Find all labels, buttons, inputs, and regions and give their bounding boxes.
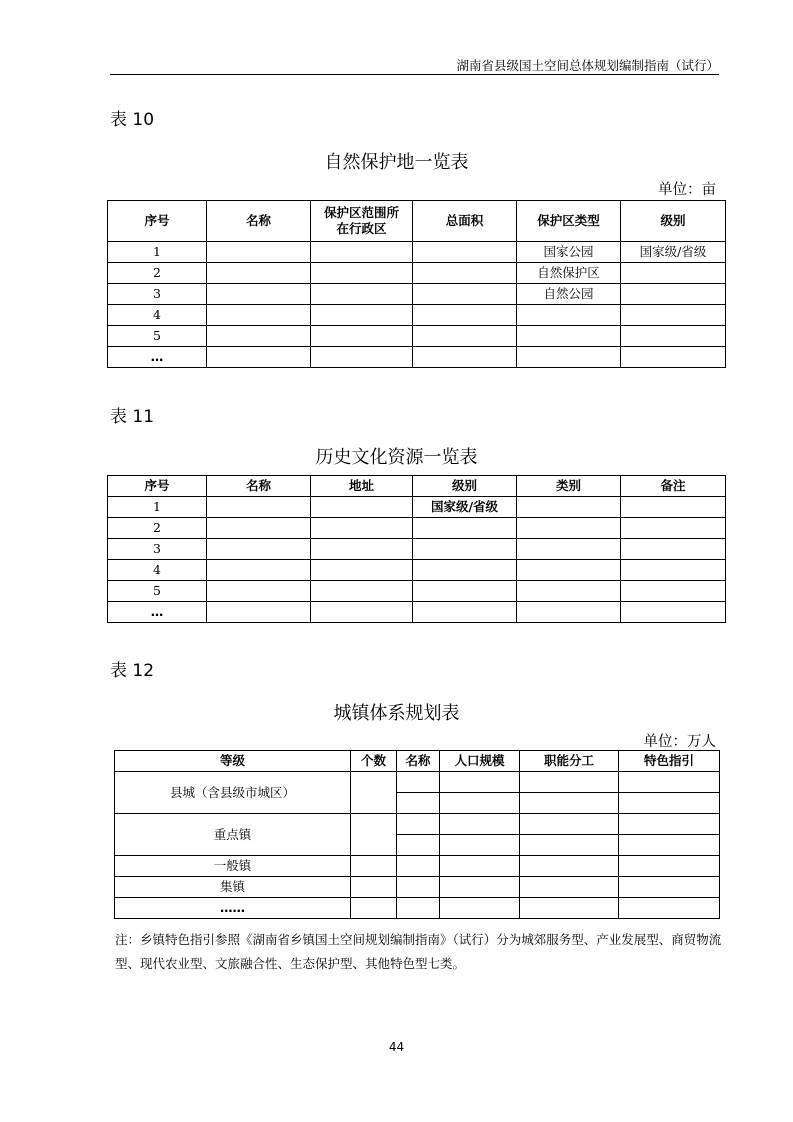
table-cell	[517, 347, 621, 368]
table-cell	[621, 497, 726, 518]
table12-cell	[619, 856, 720, 877]
table12-cell	[619, 835, 720, 856]
table-cell	[413, 347, 517, 368]
table-cell	[413, 602, 517, 623]
table12-level-ellipsis: ……	[115, 898, 351, 919]
table-row	[108, 242, 726, 263]
table-cell	[517, 560, 621, 581]
table12-unit: 单位：万人	[643, 734, 716, 750]
table-cell: 自然公园	[517, 284, 621, 305]
table10-col-2-line2: 在行政区	[336, 221, 387, 236]
table11-label: 表 11	[110, 407, 155, 427]
table11-col-2: 地址	[311, 476, 413, 497]
table12-cell	[397, 772, 440, 793]
table11-col-0: 序号	[108, 476, 207, 497]
table-cell	[207, 347, 311, 368]
table12-col-1: 个数	[351, 751, 397, 772]
table10-col-4: 保护区类型	[517, 201, 621, 242]
table10-unit: 单位：亩	[658, 182, 716, 198]
table-cell: 5	[108, 581, 207, 602]
table12-label: 表 12	[110, 661, 155, 681]
table12-cell	[351, 856, 397, 877]
table-cell	[621, 581, 726, 602]
table12-cell	[397, 835, 440, 856]
table12-cell	[351, 898, 397, 919]
table-row	[108, 326, 726, 347]
table-cell: 1	[108, 497, 207, 518]
table12-cell	[520, 835, 619, 856]
table12-cell	[440, 898, 520, 919]
table-cell	[517, 497, 621, 518]
table-cell: 2	[108, 518, 207, 539]
table10-col-3: 总面积	[413, 201, 517, 242]
table-row	[108, 305, 726, 326]
table11-col-4: 类别	[517, 476, 621, 497]
table12-level-key-town: 重点镇	[115, 814, 351, 856]
table12-row	[115, 856, 720, 877]
table12-cell	[440, 835, 520, 856]
table12-col-0: 等级	[115, 751, 351, 772]
table-cell: 4	[108, 560, 207, 581]
table-cell	[413, 560, 517, 581]
table-cell	[311, 305, 413, 326]
table-cell	[621, 347, 726, 368]
table-cell: 2	[108, 263, 207, 284]
table12-cell	[397, 814, 440, 835]
page-number: 44	[388, 1040, 405, 1054]
table-cell: 国家级/省级	[621, 242, 726, 263]
table-cell	[621, 539, 726, 560]
table-cell: 5	[108, 326, 207, 347]
table12-cell	[351, 814, 397, 856]
table-cell	[311, 602, 413, 623]
table-cell	[311, 347, 413, 368]
table-cell	[413, 326, 517, 347]
table-row	[108, 539, 726, 560]
table11	[107, 475, 726, 623]
table12-cell	[440, 814, 520, 835]
table-cell	[207, 242, 311, 263]
table-cell	[207, 263, 311, 284]
table12-cell	[397, 877, 440, 898]
table-cell: 国家公园	[517, 242, 621, 263]
table12-cell	[520, 772, 619, 793]
table10-title: 自然保护地一览表	[324, 152, 469, 173]
table-cell	[207, 560, 311, 581]
table12-cell	[351, 877, 397, 898]
table12-note: 注：乡镇特色指引参照《湖南省乡镇国土空间规划编制指南》（试行）分为城郊服务型、产业发展型、商贸物流型、现代农业型、文旅融合性、生态保护型、其他特色型七类。	[115, 932, 722, 971]
table-cell	[311, 581, 413, 602]
table-cell: 4	[108, 305, 207, 326]
table-cell	[517, 305, 621, 326]
table-cell	[311, 263, 413, 284]
table12-row	[115, 772, 720, 793]
table-cell	[207, 602, 311, 623]
table-cell	[621, 305, 726, 326]
table12-level-county: 县城（含县级市城区）	[115, 772, 351, 814]
table-cell: …	[108, 347, 207, 368]
table12-cell	[440, 877, 520, 898]
table12-cell	[619, 877, 720, 898]
table12-cell	[619, 793, 720, 814]
table12-col-5: 特色指引	[619, 751, 720, 772]
table-cell	[621, 602, 726, 623]
table-cell	[207, 284, 311, 305]
table-cell	[207, 305, 311, 326]
table-cell	[311, 518, 413, 539]
table12-cell	[351, 772, 397, 814]
table12-cell	[520, 793, 619, 814]
table-cell	[413, 539, 517, 560]
table-row	[108, 263, 726, 284]
table10-header-row	[108, 201, 726, 242]
table11-title: 历史文化资源一览表	[315, 447, 478, 468]
table-cell: 国家级/省级	[413, 497, 517, 518]
table10-col-2	[311, 201, 413, 242]
table12-col-4: 职能分工	[520, 751, 619, 772]
table12-cell	[397, 898, 440, 919]
table-cell	[207, 326, 311, 347]
table12-cell	[440, 856, 520, 877]
table-cell	[621, 518, 726, 539]
table-cell	[413, 581, 517, 602]
table-row	[108, 518, 726, 539]
table-row	[108, 602, 726, 623]
table-cell	[517, 518, 621, 539]
table10-label: 表 10	[110, 110, 155, 130]
header-title: 湖南省县级国土空间总体规划编制指南（试行）	[456, 58, 719, 73]
table-cell: …	[108, 602, 207, 623]
table11-col-1: 名称	[207, 476, 311, 497]
table-cell: 3	[108, 539, 207, 560]
table-cell: 自然保护区	[517, 263, 621, 284]
table12-cell	[397, 793, 440, 814]
table12-row	[115, 814, 720, 835]
table11-header-row	[108, 476, 726, 497]
table12-row	[115, 877, 720, 898]
table12-cell	[619, 898, 720, 919]
table12-header-row	[115, 751, 720, 772]
table-cell	[621, 326, 726, 347]
table-cell	[311, 284, 413, 305]
table-cell	[311, 560, 413, 581]
table10-col-2-line1: 保护区范围所	[323, 205, 399, 221]
table12-cell	[440, 772, 520, 793]
table-cell	[413, 518, 517, 539]
table12-level-market-town: 集镇	[115, 877, 351, 898]
table-cell	[517, 602, 621, 623]
table-cell	[621, 560, 726, 581]
table-cell	[311, 497, 413, 518]
table12-cell	[520, 814, 619, 835]
table-cell	[517, 539, 621, 560]
table-row	[108, 581, 726, 602]
table12-cell	[520, 877, 619, 898]
table-cell	[413, 263, 517, 284]
table12-col-3: 人口规模	[440, 751, 520, 772]
table-cell	[207, 539, 311, 560]
table-cell	[207, 518, 311, 539]
table-cell	[311, 326, 413, 347]
table-row	[108, 347, 726, 368]
table12-col-2: 名称	[397, 751, 440, 772]
table-cell: 1	[108, 242, 207, 263]
table10	[107, 200, 726, 368]
table10-col-0: 序号	[108, 201, 207, 242]
table-row	[108, 497, 726, 518]
table-cell	[311, 539, 413, 560]
table12-cell	[520, 856, 619, 877]
table-row	[108, 284, 726, 305]
table-row	[108, 560, 726, 581]
table-cell	[207, 497, 311, 518]
table12-title: 城镇体系规划表	[333, 703, 460, 724]
table-cell	[621, 284, 726, 305]
table-cell	[413, 242, 517, 263]
table-cell	[207, 581, 311, 602]
table10-col-5: 级别	[621, 201, 726, 242]
table11-col-5: 备注	[621, 476, 726, 497]
table12-level-general-town: 一般镇	[115, 856, 351, 877]
table-cell	[311, 242, 413, 263]
table11-col-3: 级别	[413, 476, 517, 497]
table-cell	[413, 284, 517, 305]
table-cell: 3	[108, 284, 207, 305]
table12-cell	[619, 772, 720, 793]
table12-row	[115, 898, 720, 919]
table12-cell	[440, 793, 520, 814]
table12	[114, 750, 720, 919]
table-cell	[517, 581, 621, 602]
table10-col-1: 名称	[207, 201, 311, 242]
table-cell	[413, 305, 517, 326]
table12-cell	[520, 898, 619, 919]
header-divider	[110, 74, 719, 75]
table-cell	[517, 326, 621, 347]
table12-cell	[619, 814, 720, 835]
table-cell	[621, 263, 726, 284]
table12-cell	[397, 856, 440, 877]
